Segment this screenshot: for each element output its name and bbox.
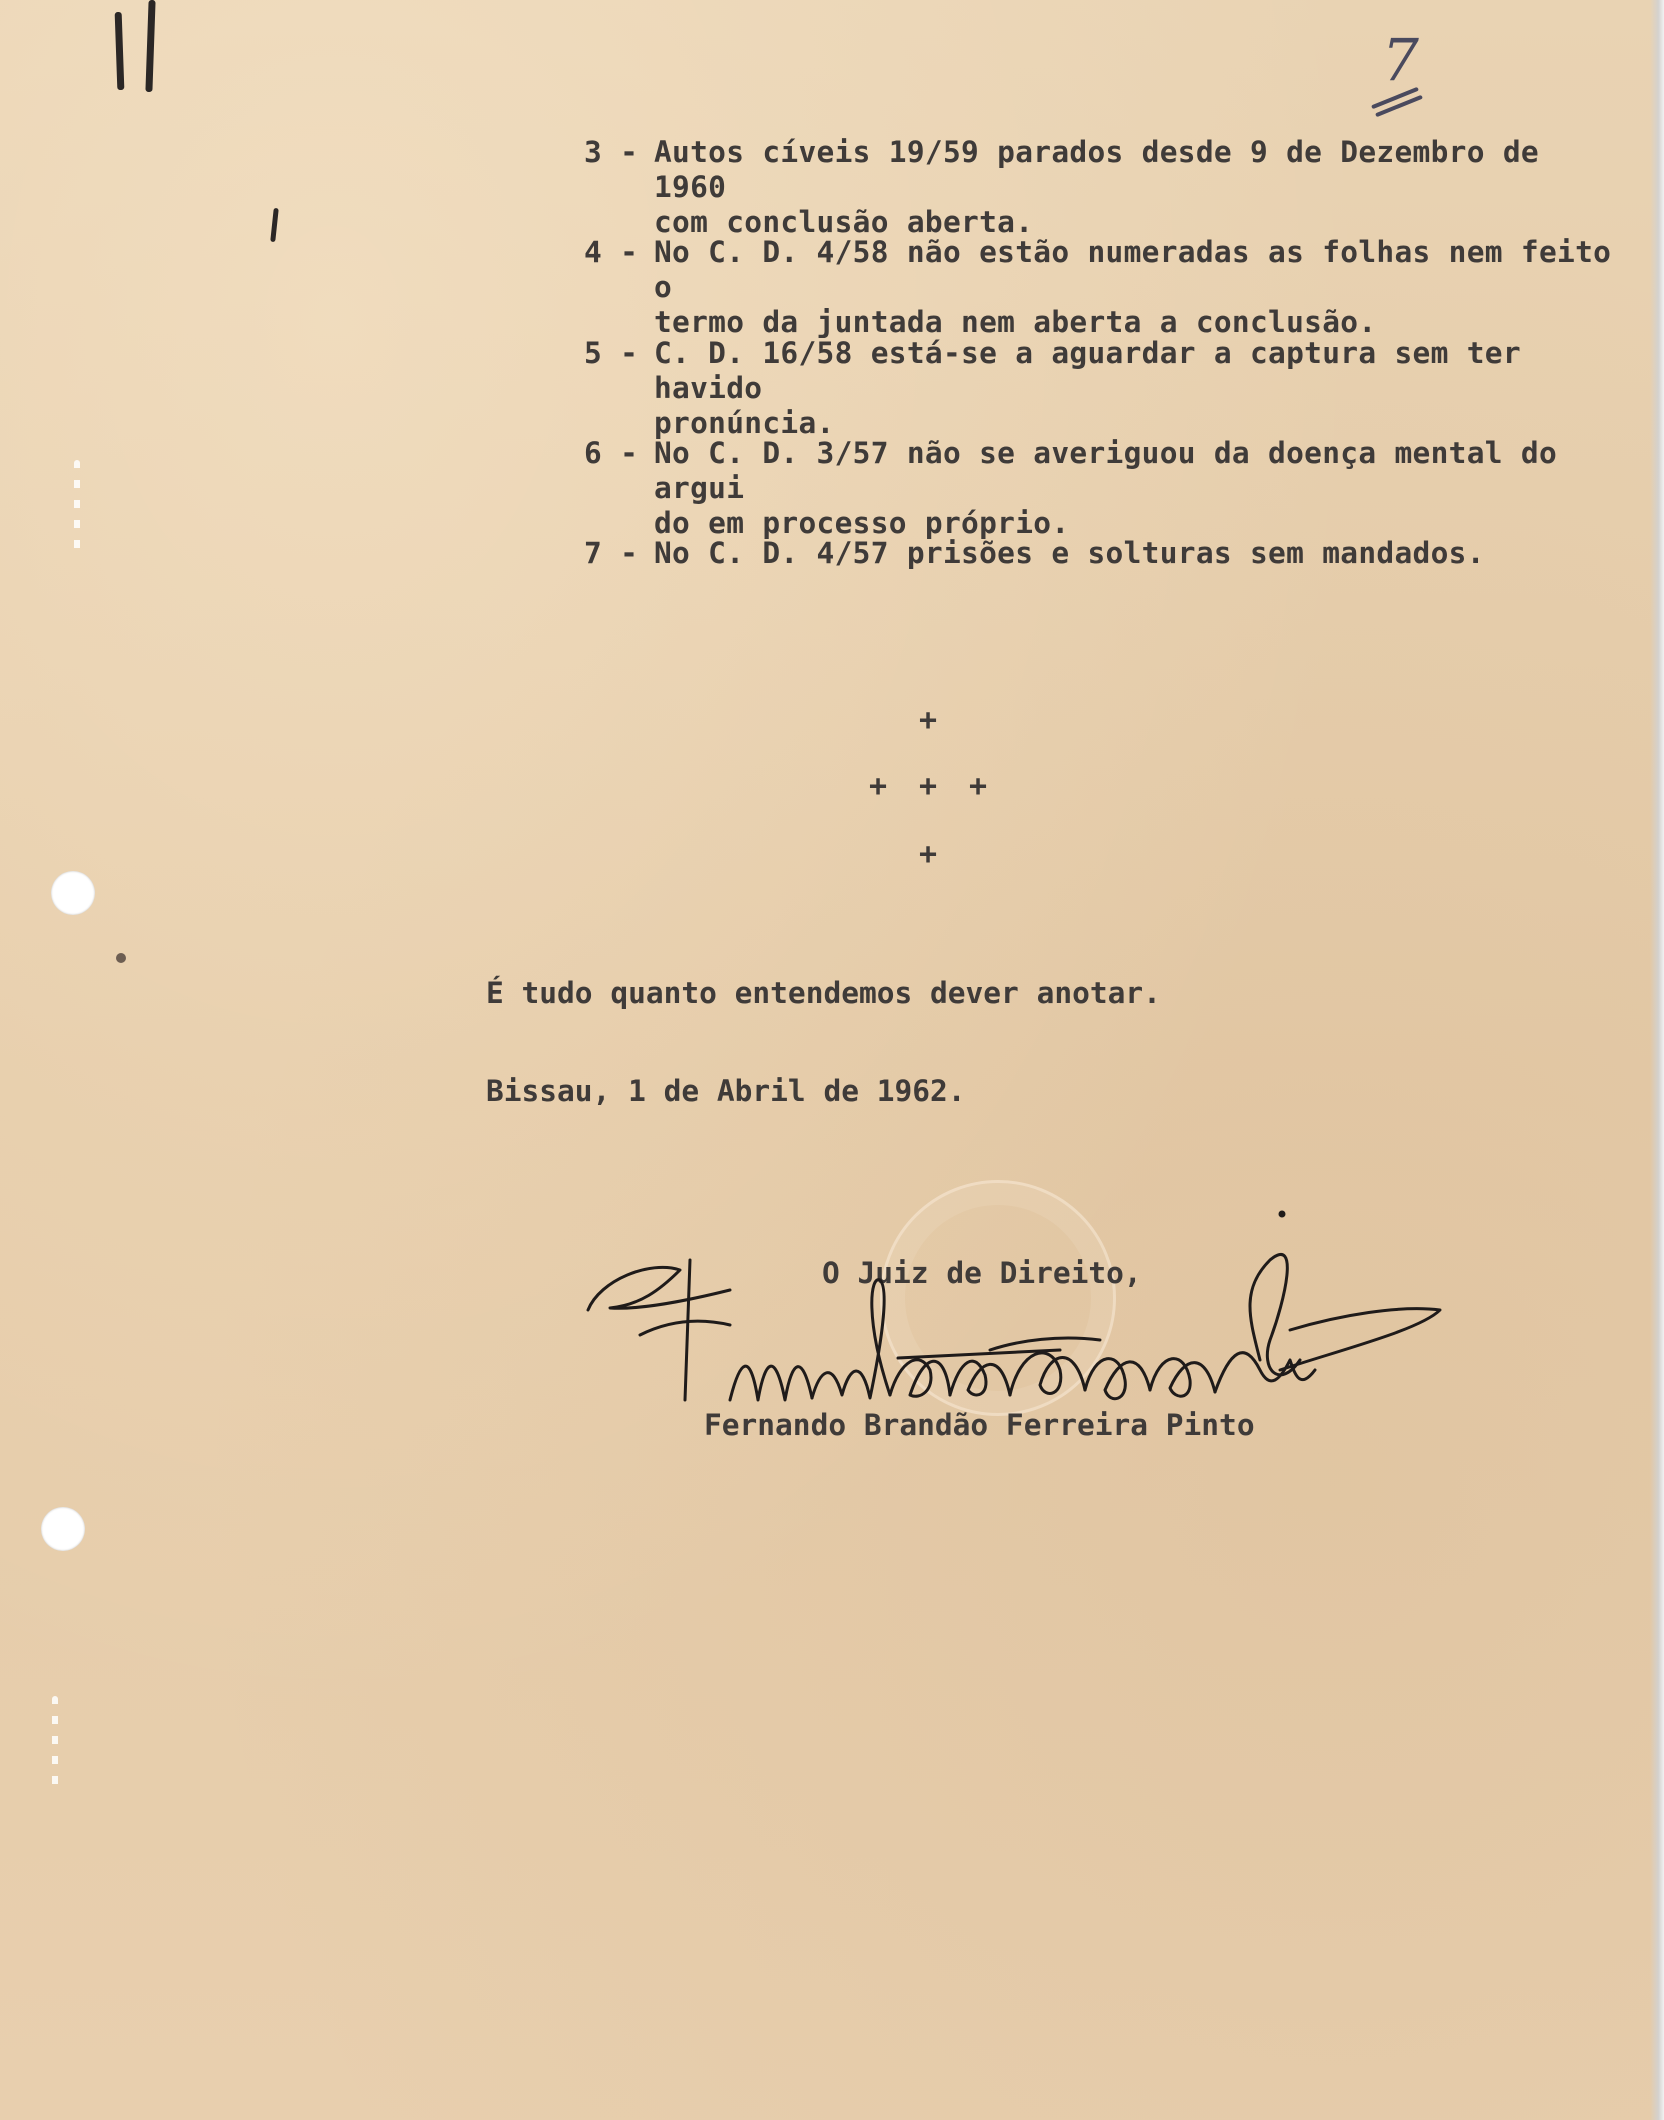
list-item-number: 5 - — [584, 336, 639, 370]
list-item-text: C. D. 16/58 está-se a aguardar a captura sem ter havido pronúncia. — [654, 336, 1521, 440]
signer-role: O Juiz de Direito, — [822, 1256, 1142, 1290]
list-item-text: No C. D. 3/57 não se averiguou da doença mental do argui do em processo próprio. — [654, 436, 1558, 540]
list-item-number: 7 - — [584, 536, 639, 570]
ornament-cross: + — [918, 769, 938, 804]
ornament-cross: + — [918, 837, 938, 872]
list-item-number: 4 - — [584, 235, 639, 269]
list-item — [584, 436, 1624, 541]
pen-mark — [145, 0, 155, 92]
page-number-text: 7 — [1382, 26, 1419, 94]
list-item — [584, 235, 1624, 340]
staple-holes — [74, 460, 80, 556]
list-item — [584, 336, 1624, 441]
pen-mark — [115, 12, 125, 90]
closing-statement: É tudo quanto entendemos dever anotar. — [486, 976, 1161, 1010]
page-edge — [1650, 0, 1664, 2120]
pen-mark — [270, 208, 279, 242]
list-item — [584, 536, 1624, 571]
list-item-text: No C. D. 4/58 não estão numeradas as folhas nem feito o termo da juntada nem aberta a conclusão. — [654, 235, 1612, 339]
ornament-cross: + — [868, 769, 888, 804]
list-item-text: Autos cíveis 19/59 parados desde 9 de Dezembro de 1960 com conclusão aberta. — [654, 135, 1539, 239]
staple-holes — [52, 1696, 58, 1790]
punch-hole — [41, 1507, 85, 1551]
ink-dot — [116, 953, 126, 963]
ornament-cross: + — [918, 703, 938, 738]
list-item-number: 3 - — [584, 135, 639, 169]
punch-hole — [51, 871, 95, 915]
list-item — [584, 135, 1624, 240]
place-and-date: Bissau, 1 de Abril de 1962. — [486, 1074, 966, 1108]
handwritten-page-number — [1364, 26, 1424, 122]
handwritten-signature — [580, 1200, 1450, 1420]
ornament-cross: + — [968, 769, 988, 804]
list-item-text: No C. D. 4/57 prisões e solturas sem mandados. — [654, 536, 1485, 570]
signer-name: Fernando Brandão Ferreira Pinto — [704, 1408, 1255, 1442]
list-item-number: 6 - — [584, 436, 639, 470]
